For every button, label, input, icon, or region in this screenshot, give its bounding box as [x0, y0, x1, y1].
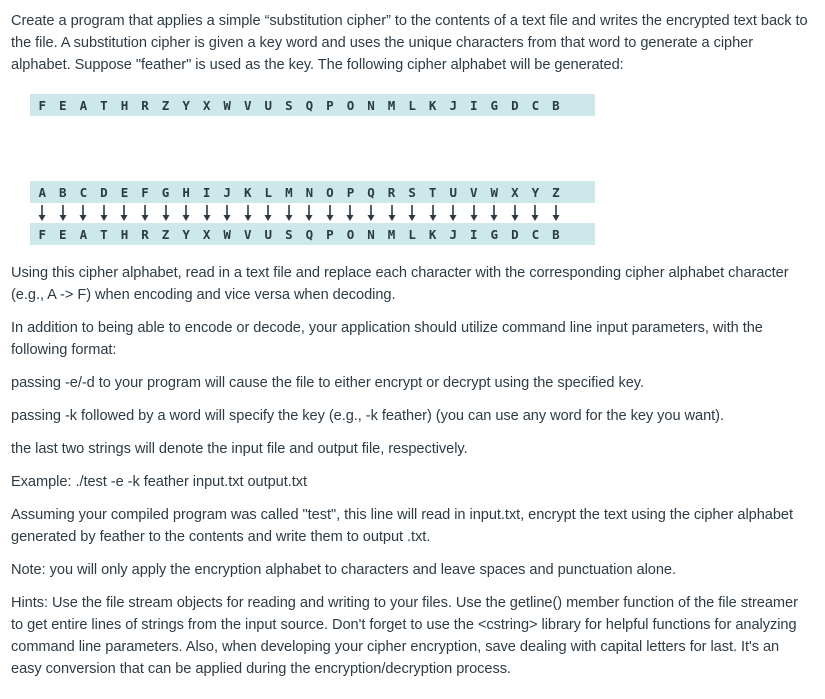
mapped-letter-0: F: [38, 226, 47, 242]
paragraph-k-flag: passing -k followed by a word will specify the key (e.g., -k feather) (you can use any word for the key you want).: [11, 408, 724, 424]
down-arrow-icon: [546, 203, 567, 223]
down-arrow-icon: [402, 203, 423, 223]
mapped-cipher-strip: [30, 223, 595, 245]
paragraph-hints: Hints: Use the file stream objects for reading and writing to your files. Use the getline() member function of the file streamer to get entire lines of strings from the input source. Don't forget to use the <cstring> library for helpful functions for analyzing command line parameters. Also, when developing your cipher encryption, save dealing with capital letters for last. It's an easy conversion that can be applied during the encryption/decryption process.: [11, 595, 798, 677]
plain-letter-2: C: [79, 184, 88, 200]
cipher-letter-7: Y: [182, 97, 190, 113]
paragraph-command-line: In addition to being able to encode or decode, your application should utilize command line input parameters, with the following format:: [11, 320, 763, 358]
cipher-letter-18: L: [408, 97, 416, 113]
down-arrow-icon: [422, 203, 443, 223]
plain-letter-14: O: [326, 184, 334, 200]
plain-letter-22: W: [490, 184, 499, 200]
mapped-letter-18: L: [408, 226, 416, 242]
mapping-arrows: [30, 203, 595, 223]
cipher-letter-20: J: [449, 97, 457, 113]
mapped-letter-6: Z: [161, 226, 170, 242]
mapped-letter-24: C: [531, 226, 540, 242]
down-arrow-icon: [155, 203, 176, 223]
down-arrow-icon: [217, 203, 238, 223]
mapped-letter-4: H: [120, 226, 129, 242]
mapped-letter-5: R: [141, 226, 149, 242]
paragraph-example: Example: ./test -e -k feather input.txt output.txt: [11, 474, 308, 490]
down-arrow-icon: [505, 203, 526, 223]
down-arrow-icon: [361, 203, 382, 223]
down-arrow-icon: [258, 203, 279, 223]
mapped-letter-15: O: [346, 226, 355, 242]
plain-letter-25: Z: [552, 184, 560, 200]
plain-letter-4: E: [120, 184, 129, 200]
cipher-letter-23: D: [511, 97, 519, 113]
cipher-letter-21: I: [469, 97, 478, 113]
cipher-letter-15: O: [346, 97, 355, 113]
paragraph-files: the last two strings will denote the input file and output file, respectively.: [11, 441, 468, 457]
cipher-letter-16: N: [367, 97, 375, 113]
alphabet-mapping: [30, 181, 595, 245]
down-arrow-icon: [176, 203, 197, 223]
paragraph-note: Note: you will only apply the encryption alphabet to characters and leave spaces and punctuation alone.: [11, 562, 676, 578]
plain-letter-3: D: [100, 184, 108, 200]
down-arrow-icon: [237, 203, 258, 223]
down-arrow-icon: [32, 203, 53, 223]
down-arrow-icon: [196, 203, 217, 223]
plain-letter-10: K: [243, 184, 252, 200]
cipher-letter-12: S: [285, 97, 293, 113]
mapped-letter-16: N: [367, 226, 375, 242]
mapped-letter-8: X: [202, 226, 211, 242]
plain-letter-23: X: [511, 184, 519, 200]
cipher-letter-1: E: [59, 97, 67, 113]
cipher-letter-11: U: [264, 97, 273, 113]
mapped-letter-1: E: [59, 226, 67, 242]
plain-letter-9: J: [223, 184, 231, 200]
plain-letter-8: I: [202, 184, 211, 200]
paragraph-usage: Using this cipher alphabet, read in a text file and replace each character with the corresponding cipher alphabet character (e.g., A -> F) when encoding and vice versa when decoding.: [11, 265, 789, 303]
mapped-letter-12: S: [285, 226, 293, 242]
mapped-letter-19: K: [428, 226, 437, 242]
cipher-letter-24: C: [531, 97, 540, 113]
mapped-letter-13: Q: [305, 226, 314, 242]
plain-letter-7: H: [182, 184, 190, 200]
cipher-letter-19: K: [428, 97, 437, 113]
mapped-letter-10: V: [243, 226, 252, 242]
down-arrow-icon: [381, 203, 402, 223]
cipher-letter-13: Q: [305, 97, 314, 113]
cipher-letter-3: T: [100, 97, 108, 113]
paragraph-explanation: Assuming your compiled program was called "test", this line will read in input.txt, encrypt the text using the cipher alphabet generated by feather to the contents and write them to output .txt.: [11, 507, 793, 545]
mapped-letter-25: B: [552, 226, 560, 242]
cipher-letter-0: F: [38, 97, 47, 113]
down-arrow-icon: [279, 203, 300, 223]
plain-letter-6: G: [161, 184, 170, 200]
mapped-letter-7: Y: [182, 226, 190, 242]
down-arrow-icon: [114, 203, 135, 223]
cipher-letter-9: W: [223, 97, 231, 113]
plain-letter-13: N: [305, 184, 314, 200]
plain-letter-15: P: [346, 184, 355, 200]
plain-letter-1: B: [59, 184, 67, 200]
plain-letter-5: F: [141, 184, 149, 200]
down-arrow-icon: [463, 203, 484, 223]
plain-alphabet-strip: [30, 181, 595, 203]
plain-letter-17: R: [387, 184, 396, 200]
mapped-letter-11: U: [264, 226, 273, 242]
mapped-letter-20: J: [449, 226, 457, 242]
mapped-letter-22: G: [490, 226, 499, 242]
plain-letter-19: T: [428, 184, 437, 200]
cipher-letter-14: P: [326, 97, 334, 113]
down-arrow-icon: [443, 203, 464, 223]
plain-letter-20: U: [449, 184, 457, 200]
cipher-letter-5: R: [141, 97, 149, 113]
plain-letter-18: S: [408, 184, 416, 200]
cipher-letter-25: B: [552, 97, 560, 113]
mapped-letter-2: A: [79, 226, 88, 242]
intro-paragraph: Create a program that applies a simple “substitution cipher” to the contents of a text file and writes the encrypted text back to the file. A substitution cipher is given a key word and uses the unique characters from that word to generate a cipher alphabet. Suppose "feather" is used as the key. The following cipher alphabet will be generated:: [11, 13, 808, 73]
plain-letter-11: L: [264, 184, 273, 200]
mapped-letter-3: T: [100, 226, 108, 242]
down-arrow-icon: [53, 203, 74, 223]
down-arrow-icon: [484, 203, 505, 223]
mapped-letter-9: W: [223, 226, 231, 242]
plain-letter-12: M: [285, 184, 293, 200]
down-arrow-icon: [320, 203, 341, 223]
down-arrow-icon: [94, 203, 115, 223]
instructions: [11, 262, 811, 691]
mapped-letter-14: P: [326, 226, 334, 242]
cipher-alphabet-strip: [30, 94, 595, 116]
down-arrow-icon: [340, 203, 361, 223]
cipher-letter-17: M: [387, 97, 396, 113]
mapped-letter-23: D: [511, 226, 519, 242]
cipher-letter-22: G: [490, 97, 499, 113]
mapped-letter-17: M: [387, 226, 396, 242]
cipher-letter-4: H: [120, 97, 129, 113]
plain-letter-21: V: [469, 184, 478, 200]
paragraph-e-d-flag: passing -e/-d to your program will cause the file to either encrypt or decrypt using the specified key.: [11, 375, 644, 391]
cipher-letter-6: Z: [161, 97, 170, 113]
plain-letter-24: Y: [531, 184, 540, 200]
down-arrow-icon: [73, 203, 94, 223]
plain-letter-16: Q: [367, 184, 375, 200]
plain-letter-0: A: [38, 184, 47, 200]
down-arrow-icon: [135, 203, 156, 223]
cipher-letter-2: A: [79, 97, 88, 113]
down-arrow-icon: [525, 203, 546, 223]
cipher-letter-8: X: [202, 97, 211, 113]
mapped-letter-21: I: [469, 226, 478, 242]
cipher-letter-10: V: [243, 97, 252, 113]
down-arrow-icon: [299, 203, 320, 223]
